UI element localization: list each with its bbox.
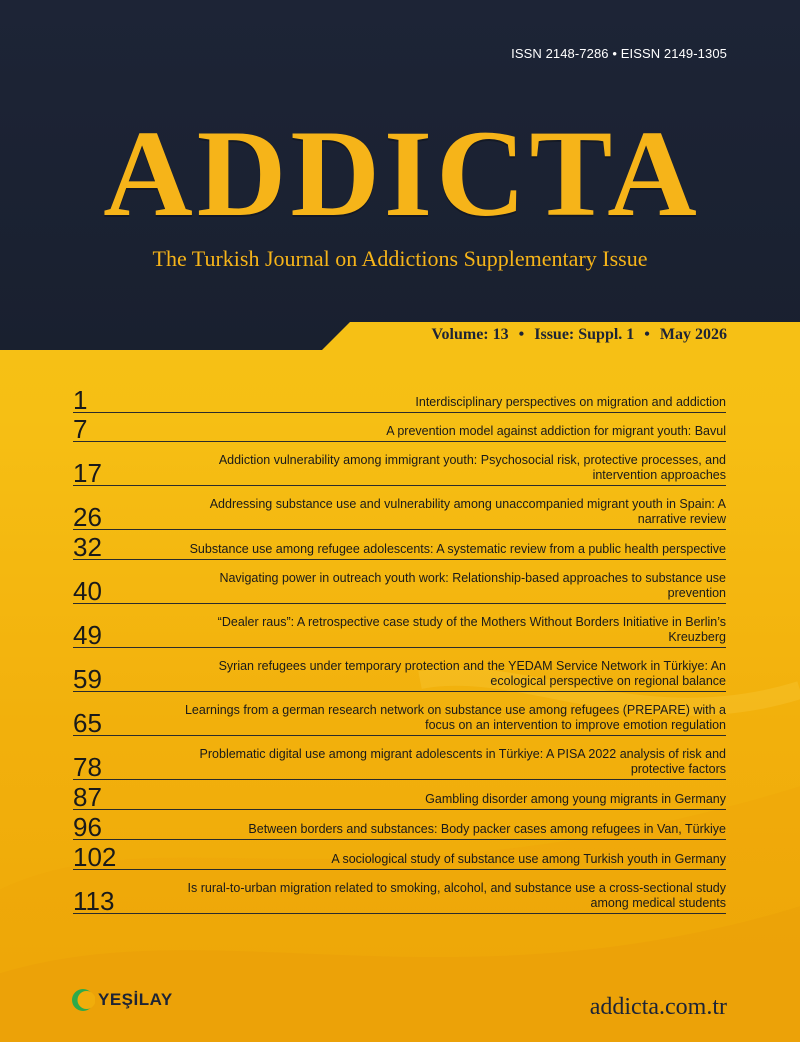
toc-row[interactable] xyxy=(73,413,726,442)
crescent-icon xyxy=(71,988,95,1012)
issue-info xyxy=(431,326,727,344)
toc-page-number: 96 xyxy=(73,812,102,842)
toc-article-title: Learnings from a german research network on substance use among refugees (PREPARE) with a focus on an intervention to improve emotion regulation xyxy=(184,703,726,732)
toc-article-title: Is rural-to-urban migration related to smoking, alcohol, and substance use a cross-sectional study among medical students xyxy=(187,881,726,910)
toc-article-title: Syrian refugees under temporary protection and the YEDAM Service Network in Türkiye: An ecological perspective on regional balance xyxy=(218,659,726,688)
toc-article-title: Addiction vulnerability among immigrant youth: Psychosocial risk, protective processes, and intervention approaches xyxy=(218,453,726,482)
toc-page-number: 17 xyxy=(73,458,102,488)
toc-article-title: A prevention model against addiction for migrant youth: Bavul xyxy=(386,424,726,438)
toc-row[interactable] xyxy=(73,692,726,736)
toc-article-title: Gambling disorder among young migrants in Germany xyxy=(425,792,726,806)
toc-row[interactable] xyxy=(73,780,726,810)
toc-page-number: 1 xyxy=(73,385,88,415)
toc-page-number: 59 xyxy=(73,664,102,694)
toc-page-number: 113 xyxy=(73,886,115,916)
logo-text: YEŞİLAY xyxy=(98,990,173,1009)
toc-page-number: 65 xyxy=(73,708,102,738)
toc-article-title: A sociological study of substance use among Turkish youth in Germany xyxy=(331,852,726,866)
toc-article-title: Navigating power in outreach youth work: Relationship-based approaches to substance use prevention xyxy=(219,571,726,600)
toc-row[interactable] xyxy=(73,604,726,648)
toc-article-title: Problematic digital use among migrant adolescents in Türkiye: A PISA 2022 analysis of risk and protective factors xyxy=(199,747,726,776)
toc-row[interactable] xyxy=(73,486,726,530)
toc-row[interactable] xyxy=(73,560,726,604)
issue-volume: Volume: 13 xyxy=(431,326,509,343)
issue-separator: • xyxy=(518,326,525,343)
website-link[interactable]: addicta.com.tr xyxy=(589,994,727,1020)
toc-page-number: 49 xyxy=(73,620,102,650)
toc-page-number: 102 xyxy=(73,842,117,872)
toc-article-title: Substance use among refugee adolescents: A systematic review from a public health perspective xyxy=(189,542,726,556)
toc-row[interactable] xyxy=(73,840,726,870)
toc-row[interactable] xyxy=(73,530,726,560)
toc-page-number: 40 xyxy=(73,576,102,606)
issue-date: May 2026 xyxy=(659,326,727,343)
toc-row[interactable] xyxy=(73,385,726,415)
toc-page-number: 26 xyxy=(73,502,102,532)
journal-title: ADDICTA xyxy=(103,105,701,242)
toc-page-number: 32 xyxy=(73,532,102,562)
toc-page-number: 78 xyxy=(73,752,102,782)
toc-row[interactable] xyxy=(73,870,726,914)
toc-row[interactable] xyxy=(73,648,726,692)
journal-subtitle: The Turkish Journal on Addictions Supplementary Issue xyxy=(152,246,648,271)
issue-separator: • xyxy=(644,326,650,343)
toc-article-title: “Dealer raus”: A retrospective case study of the Mothers Without Borders Initiative in Berlin’s Kreuzberg xyxy=(217,615,726,644)
yesilay-logo[interactable] xyxy=(71,988,173,1012)
toc-row[interactable] xyxy=(73,442,726,486)
toc-row[interactable] xyxy=(73,810,726,840)
issn-line: ISSN 2148-7286 • EISSN 2149-1305 xyxy=(511,46,727,61)
toc-page-number: 7 xyxy=(73,414,88,444)
table-of-contents xyxy=(73,385,726,916)
toc-article-title: Addressing substance use and vulnerability among unaccompanied migrant youth in Spain: A narrative review xyxy=(209,497,726,526)
toc-article-title: Between borders and substances: Body packer cases among refugees in Van, Türkiye xyxy=(248,822,726,836)
issue-number: Issue: Suppl. 1 xyxy=(534,326,635,343)
toc-page-number: 87 xyxy=(73,782,102,812)
toc-article-title: Interdisciplinary perspectives on migration and addiction xyxy=(415,395,726,409)
toc-row[interactable] xyxy=(73,736,726,780)
